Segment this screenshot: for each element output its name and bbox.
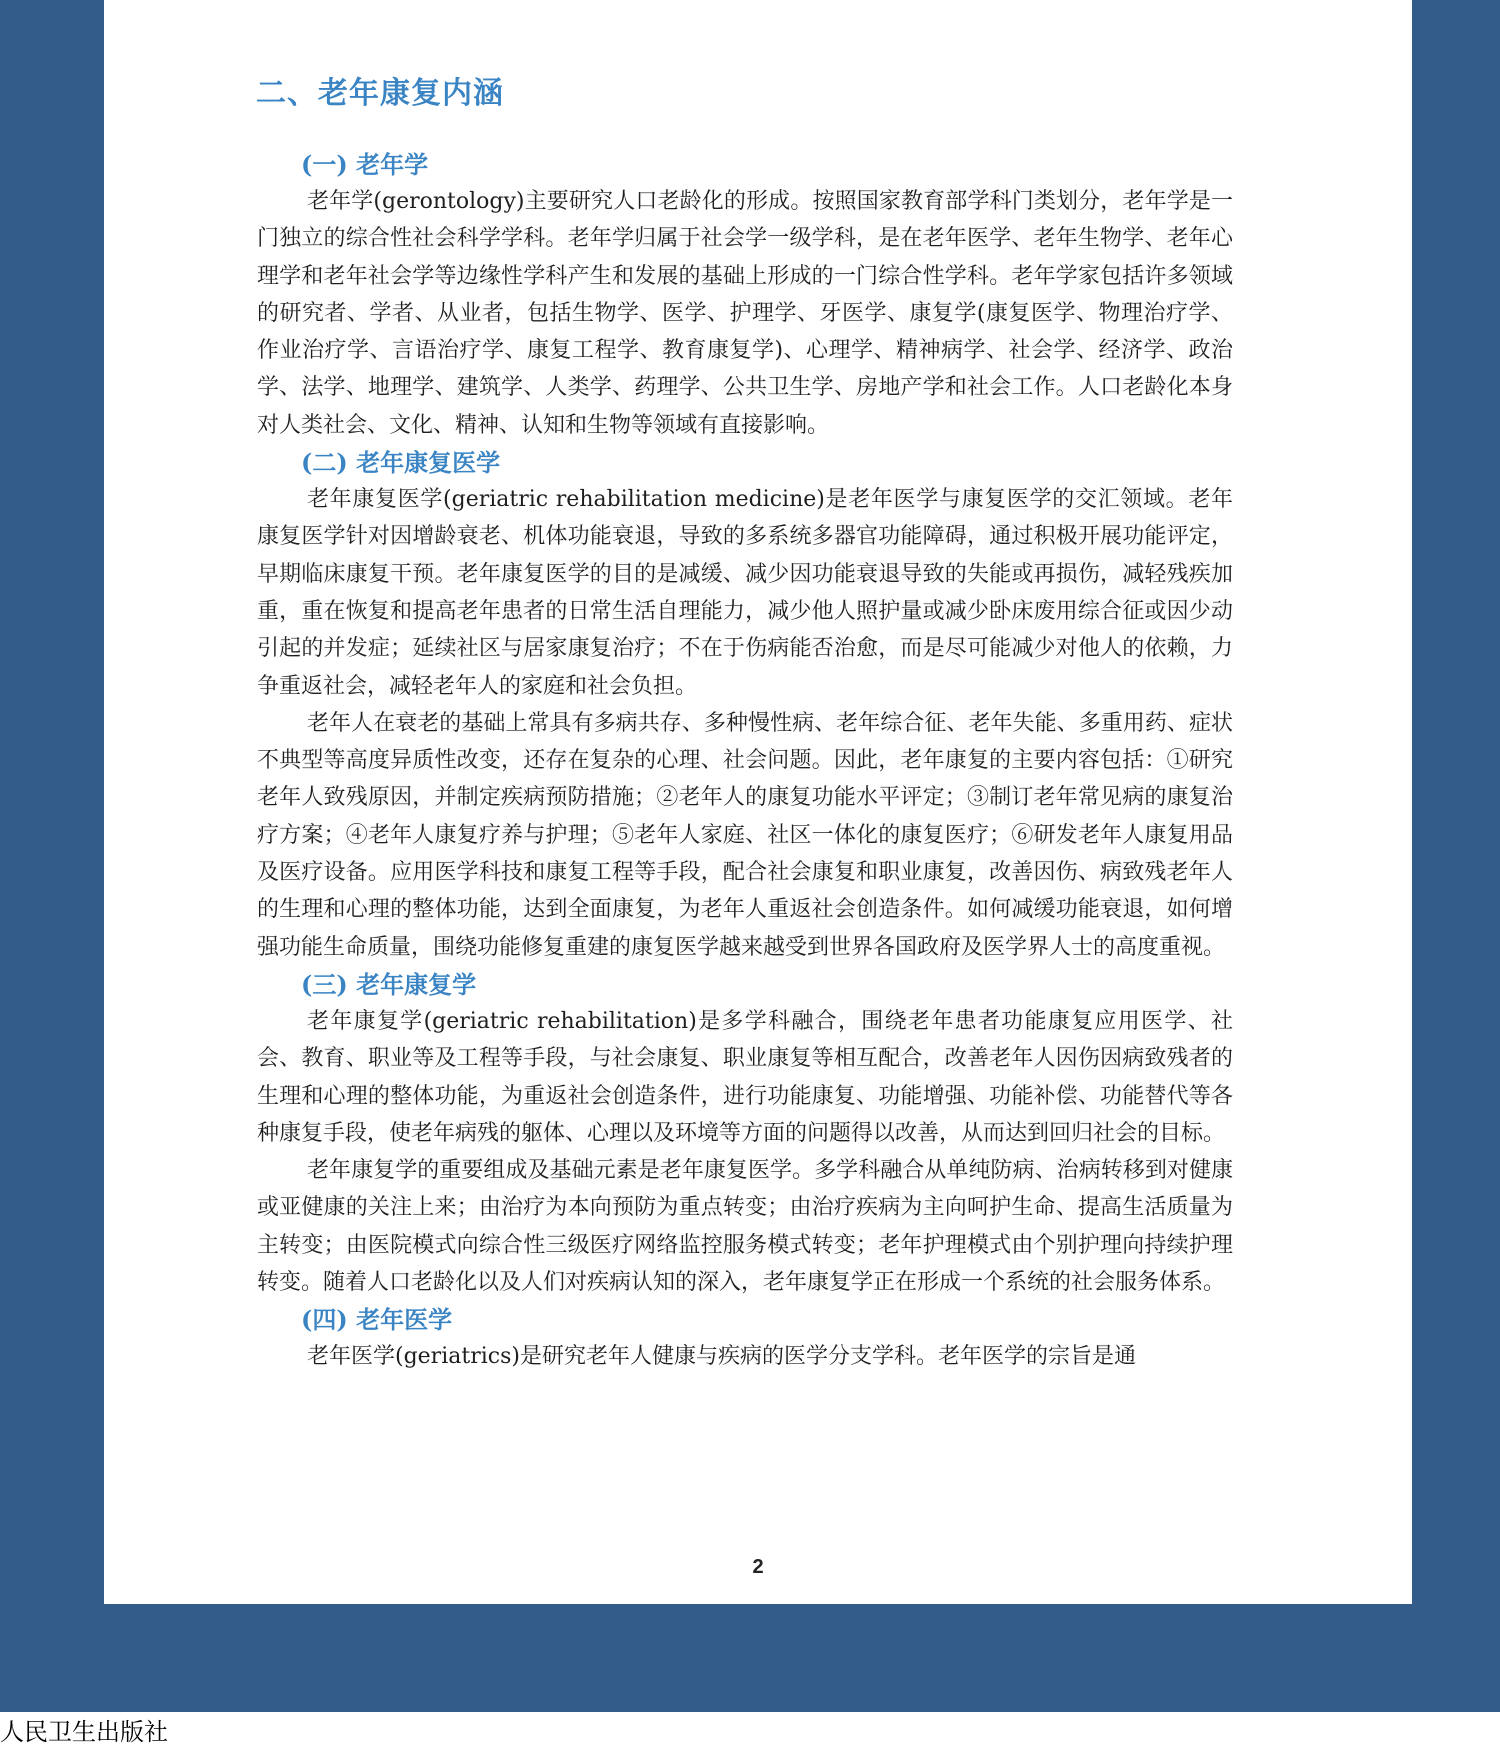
- page-number: 2: [752, 1556, 764, 1578]
- publisher-caption: 人民卫生出版社: [0, 1718, 168, 1746]
- paragraph: 老年医学(geriatrics)是研究老年人健康与疾病的医学分支学科。老年医学的宗旨是通: [307, 1344, 1136, 1370]
- subsection-title-geriatrics: (四) 老年医学: [301, 1305, 453, 1335]
- page-content: [257, 146, 1233, 1376]
- document-page: [104, 0, 1412, 1604]
- paragraph: 老年康复医学(geriatric rehabilitation medicine)是老年医学与康复医学的交汇领域。老年康复医学针对因增龄衰老、机体功能衰退，导致的多系统多器官功能障碍，通过积极开展功能评定，早期临床康复干预。老年康复医学的目的是减缓、减少因功能衰退导致的失能或再损伤，减轻残疾加重，重在恢复和提高老年患者的日常生活自理能力，减少他人照护量或减少卧床废用综合征或因少动引起的并发症；延续社区与居家康复治疗；不在于伤病能否治愈，而是尽可能减少对他人的依赖，力争重返社会，减轻老年人的家庭和社会负担。: [257, 487, 1233, 699]
- subsection-title-gerontology: (一) 老年学: [301, 150, 429, 179]
- paragraph: 老年人在衰老的基础上常具有多病共存、多种慢性病、老年综合征、老年失能、多重用药、症状不典型等高度异质性改变，还存在复杂的心理、社会问题。因此，老年康复的主要内容包括：①研究老年人致残原因，并制定疾病预防措施；②老年人的康复功能水平评定；③制订老年常见病的康复治疗方案；④老年人康复疗养与护理；⑤老年人家庭、社区一体化的康复医疗；⑥研发老年人康复用品及医疗设备。应用医学科技和康复工程等手段，配合社会康复和职业康复，改善因伤、病致残老年人的生理和心理的整体功能，达到全面康复，为老年人重返社会创造条件。如何减缓功能衰退，如何增强功能生命质量，围绕功能修复重建的康复医学越来越受到世界各国政府及医学界人士的高度重视。: [257, 710, 1233, 960]
- section-title: 二、老年康复内涵: [256, 76, 504, 111]
- subsection-title-geriatric-rehab-medicine: (二) 老年康复医学: [301, 448, 501, 478]
- paragraph: 老年康复学的重要组成及基础元素是老年康复医学。多学科融合从单纯防病、治病转移到对健康或亚健康的关注上来；由治疗为本向预防为重点转变；由治疗疾病为主向呵护生命、提高生活质量为主转变；由医院模式向综合性三级医疗网络监控服务模式转变；老年护理模式由个别护理向持续护理转变。随着人口老龄化以及人们对疾病认知的深入，老年康复学正在形成一个系统的社会服务体系。: [257, 1158, 1233, 1296]
- paragraph: 老年康复学(geriatric rehabilitation)是多学科融合，围绕老年患者功能康复应用医学、社会、教育、职业等及工程等手段，与社会康复、职业康复等相互配合，改善老年人因伤因病致残者的生理和心理的整体功能，为重返社会创造条件，进行功能康复、功能增强、功能补偿、功能替代等各种康复手段，使老年病残的躯体、心理以及环境等方面的问题得以改善，从而达到回归社会的目标。: [257, 1008, 1233, 1146]
- subsection-title-geriatric-rehab: (三) 老年康复学: [301, 969, 477, 999]
- paragraph: 老年学(gerontology)主要研究人口老龄化的形成。按照国家教育部学科门类划分，老年学是一门独立的综合性社会科学学科。老年学归属于社会学一级学科，是在老年医学、老年生物学、老年心理学和老年社会学等边缘性学科产生和发展的基础上形成的一门综合性学科。老年学家包括许多领域的研究者、学者、从业者，包括生物学、医学、护理学、牙医学、康复学(康复医学、物理治疗学、作业治疗学、言语治疗学、康复工程学、教育康复学)、心理学、精神病学、社会学、经济学、政治学、法学、地理学、建筑学、人类学、药理学、公共卫生学、房地产学和社会工作。人口老龄化本身对人类社会、文化、精神、认知和生物等领域有直接影响。: [257, 189, 1233, 438]
